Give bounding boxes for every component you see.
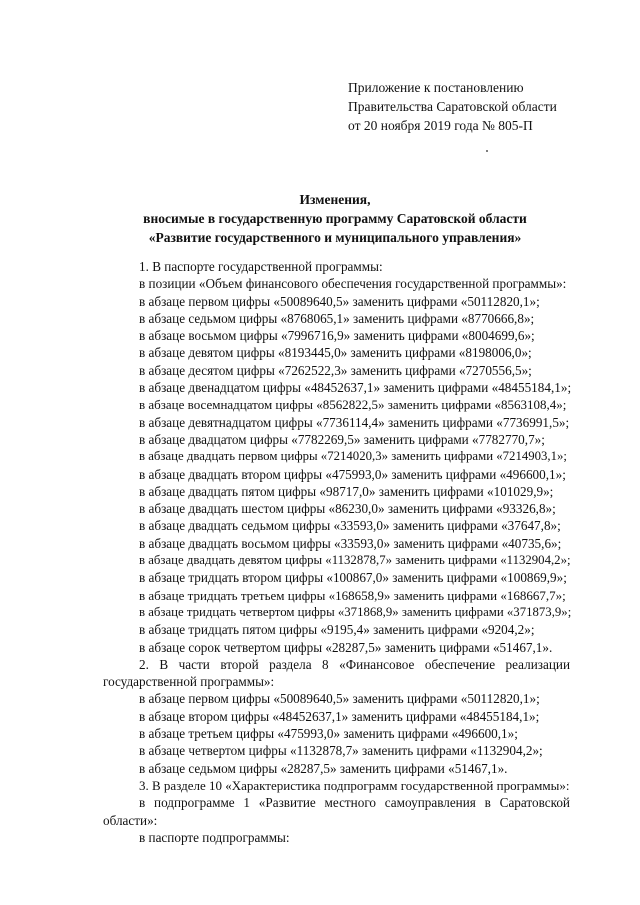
paragraph-line: в абзаце тридцать пятом цифры «9195,4» заменить цифрами «9204,2»; <box>139 622 535 638</box>
paragraph-line: в абзаце десятом цифры «7262522,3» заменить цифрами «7270556,5»; <box>139 362 532 378</box>
paragraph-line: в абзаце девятом цифры «8193445,0» заменить цифрами «8198006,0»; <box>139 345 532 361</box>
paragraph-line: в абзаце седьмом цифры «8768065,1» заменить цифрами «8770666,8»; <box>139 310 535 326</box>
paragraph-line: в абзаце двадцать пятом цифры «98717,0» заменить цифрами «101029,9»; <box>139 483 554 499</box>
paragraph-line: в паспорте подпрограммы: <box>139 829 290 845</box>
title-line: вносимые в государственную программу Саратовской области <box>143 211 527 226</box>
paragraph-line: в абзаце восемнадцатом цифры «8562822,5» заменить цифрами «8563108,4»; <box>139 397 567 413</box>
paragraph-line: 2. В части второй раздела 8 «Финансовое обеспечение реализации <box>139 656 570 672</box>
paragraph-line: в абзаце третьем цифры «475993,0» заменить цифрами «496600,1»; <box>139 726 518 742</box>
paragraph-line: в позиции «Объем финансового обеспечения государственной программы»: <box>139 276 567 292</box>
paragraph-line: в абзаце двадцать седьмом цифры «33593,0» заменить цифрами «37647,8»; <box>139 518 561 534</box>
paragraph-line: в абзаце тридцать втором цифры «100867,0» заменить цифрами «100869,9»; <box>139 570 567 586</box>
document-title <box>100 190 570 247</box>
paragraph-line: области»: <box>103 812 158 828</box>
header-line: Приложение к постановлению <box>348 80 524 95</box>
paragraph-line: в абзаце двенадцатом цифры «48452637,1» заменить цифрами «48455184,1»; <box>139 380 572 396</box>
paragraph-line: в абзаце четвертом цифры «1132878,7» заменить цифрами «1132904,2»; <box>139 743 543 759</box>
paragraph-line: в абзаце втором цифры «48452637,1» заменить цифрами «48455184,1»; <box>139 708 540 724</box>
header-line: Правительства Саратовской области <box>348 99 557 114</box>
paragraph-line: в абзаце двадцать первом цифры «7214020,3» заменить цифрами «7214903,1»; <box>139 449 567 464</box>
title-line: Изменения, <box>299 192 371 207</box>
paragraph-line: в абзаце тридцать четвертом цифры «371868,9» заменить цифрами «371873,9»; <box>139 604 572 619</box>
paragraph-line: в подпрограмме 1 «Развитие местного самоуправления в Саратовской <box>139 795 570 811</box>
paragraph-line: в абзаце восьмом цифры «7996716,9» заменить цифрами «8004699,6»; <box>139 328 535 344</box>
header-line: от 20 ноября 2019 года № 805-П <box>348 118 533 133</box>
paragraph-line: в абзаце двадцать восьмом цифры «33593,0» заменить цифрами «40735,6»; <box>139 535 562 551</box>
approval-header <box>348 78 628 135</box>
scan-speck <box>486 150 488 152</box>
paragraph-line: в абзаце седьмом цифры «28287,5» заменить цифрами «51467,1». <box>139 760 508 776</box>
paragraph-line: 1. В паспорте государственной программы: <box>139 259 383 274</box>
title-line: «Развитие государственного и муниципального управления» <box>148 230 522 245</box>
paragraph-line: в абзаце двадцатом цифры «7782269,5» заменить цифрами «7782770,7»; <box>139 431 545 447</box>
paragraph-line: в абзаце двадцать шестом цифры «86230,0» заменить цифрами «93326,8»; <box>139 501 556 517</box>
paragraph-line: государственной программы»: <box>103 674 275 690</box>
paragraph-line: в абзаце первом цифры «50089640,5» заменить цифрами «50112820,1»; <box>139 293 540 309</box>
paragraph-line: в абзаце двадцать втором цифры «475993,0» заменить цифрами «496600,1»; <box>139 466 566 482</box>
paragraph-line: в абзаце девятнадцатом цифры «7736114,4» заменить цифрами «7736991,5»; <box>139 414 570 430</box>
paragraph-line: в абзаце тридцать третьем цифры «168658,9» заменить цифрами «168667,7»; <box>139 587 566 603</box>
paragraph-line: в абзаце сорок четвертом цифры «28287,5» заменить цифрами «51467,1». <box>139 639 553 655</box>
paragraph-line: в абзаце первом цифры «50089640,5» заменить цифрами «50112820,1»; <box>139 691 540 707</box>
paragraph-line: в абзаце двадцать девятом цифры «1132878,7» заменить цифрами «1132904,2»; <box>139 553 571 568</box>
paragraph-line: 3. В разделе 10 «Характеристика подпрограмм государственной программы»: <box>139 777 570 793</box>
document-body <box>103 258 570 846</box>
